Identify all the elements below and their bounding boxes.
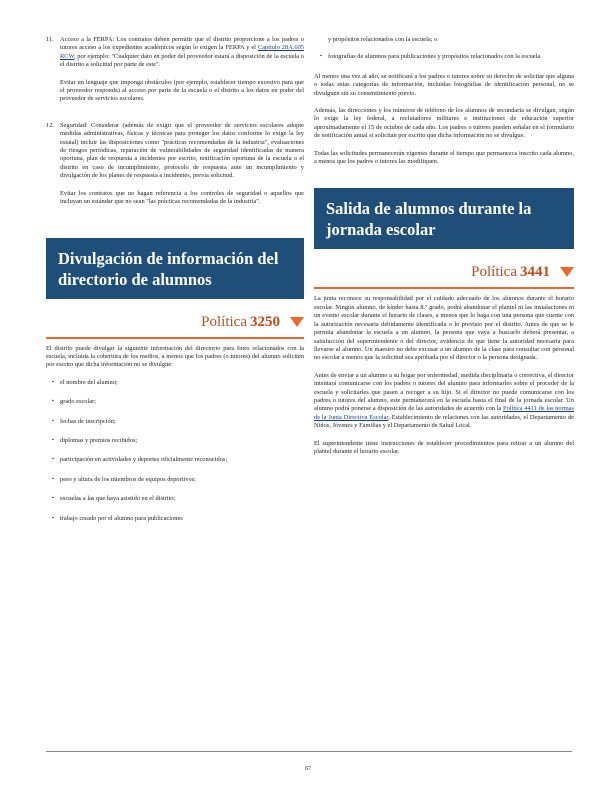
item-number: 11. <box>46 36 54 43</box>
bullet-icon: ▪ <box>52 496 54 502</box>
security-paragraph: Seguridad: Considerar (además de exigir que el proveedor de servicios escolares adopte medidas administrativas, físicas y técnicas para proteger los datos conforme lo exige la ley estatal) incluir las disposiciones como "prácticas recomendadas de la industria", evaluaciones de riesgos periódicas, reparación de vulnerabilidades de seguridad identificadas de manera oportuna, plan de respuesta a incidentes por escrito, notificación oportuna de la escuela o el distrito en caso de incumplimiento, protocolo de respuesta ante un incumplimiento y divulgación de los planes de respuesta a incidentes, previa solicitud. <box>60 121 304 180</box>
policy-rule <box>46 337 304 339</box>
left-column <box>46 36 304 534</box>
rcw-link[interactable]: Capítulo 28A.605 RCW <box>60 44 304 60</box>
policy-heading-3441: Política 3441 <box>314 263 574 281</box>
ferpa-paragraph: Acceso a la FERPA: Los contratos deben permitir que el distrito proporcione a los padres o tutores acceso a los expedientes académicos según lo exigen la FERPA y el Capítulo 28A.605 RCW, por ejemplo: "Cualquier dato en poder del proveedor estará a disposición de la escuela o el distrito a solicitud por parte de este". <box>60 36 304 69</box>
triangle-down-icon <box>560 267 574 277</box>
list-item-11 <box>46 36 304 113</box>
annual-notice-paragraph: Al menos una vez al año, se notificará a los padres o tutores sobre su derecho de solicitar que alguna o todas estas categorías de información, incluidas fotografías de identificación personal, no se divulguen sin su consentimiento previo. <box>314 72 574 97</box>
footer-divider <box>46 751 572 752</box>
directory-list <box>46 379 304 523</box>
list-item: ▪ el nombre del alumno; <box>46 379 304 387</box>
section-banner-release: Salida de alumnos durante la jornada escolar <box>314 188 574 249</box>
list-item: ▪ trabajo creado por el alumno para publicaciones <box>46 515 304 523</box>
list-item-12 <box>46 122 304 216</box>
list-item: ▪ participación en actividades y deportes oficialmente reconocidos; <box>46 456 304 464</box>
directory-intro: El distrito puede divulgar la siguiente información del directorio para fines relacionados con la escuela, incluida la cobertura de los medios, a menos que los padres (o tutores) del alumno soliciten por escrito que dicha información no se divulgue: <box>46 344 304 369</box>
page-number: 67 <box>305 766 311 772</box>
release-paragraph-3: El superintendente tiene instrucciones de establecer procedimientos para retirar a un alumno del plantel durante el horario escolar. <box>314 439 574 455</box>
section-banner-directory: Divulgación de información del directorio de alumnos <box>46 238 304 299</box>
item-number: 12. <box>46 121 54 129</box>
policy-heading-3250: Política 3250 <box>46 313 304 331</box>
list-item: ▪ fechas de inscripción; <box>46 418 304 426</box>
bullet-icon: ▪ <box>52 515 54 521</box>
list-item: ▪ grado escolar; <box>46 398 304 406</box>
bullet-icon: ▪ <box>52 379 54 385</box>
policy-rule <box>314 287 574 289</box>
list-item: ▪ diplomas y premios recibidos; <box>46 437 304 445</box>
requests-paragraph: Todas las solicitudes permanecerán vigentes durante el tiempo que permanezca inscrito cada alumno, a menos que los padres o tutores las modifiquen. <box>314 149 574 166</box>
bullet-icon: ▪ <box>52 437 54 443</box>
right-column <box>314 36 574 465</box>
continued-bullet-text: y propósitos relacionados con la escuela; o <box>328 36 438 43</box>
bullet-icon: ▪ <box>52 476 54 482</box>
release-paragraph-2: Antes de enviar a un alumno a su hogar por enfermedad, medida disciplinaria o correctiva, el director intentará comunicarse con los padres o tutores del alumno para informarles sobre el proceder de la escuela y solicitarles que pasen a recoger a su hijo. Si el director no puede comunicarse con los padres o tutores del alumno, este permanecerá en la escuela hasta el final de la jornada escolar. Un alumno podrá ponerse a disposición de las autoridades de acuerdo con la Política 4411 de las normas de la Junta Directiva Escolar, Establecimiento de relaciones con las autoridades, el Departamento de Niños, Jóvenes y Familias y el Departamento de Salud Local. <box>314 371 574 430</box>
security-avoid-paragraph: Evitar los contratos que no hagan referencia a los controles de seguridad o aquellos que incluyan un estándar que no sean "las prácticas recomendadas de la industria". <box>60 189 304 206</box>
bullet-icon: ▪ <box>320 54 322 60</box>
list-item: ▪ escuelas a las que haya asistido en el distrito; <box>46 495 304 503</box>
policy-4411-link[interactable]: Política 4411 de las normas de la Junta Directiva Escolar <box>314 405 574 421</box>
list-item: ▪ peso y altura de los miembros de equipos deportivos; <box>46 476 304 484</box>
triangle-down-icon <box>290 317 304 327</box>
release-paragraph-1: La junta reconoce su responsabilidad por el cuidado adecuado de los alumnos durante el horario escolar. Ningún alumno, de kínder hasta 8.º grado, podrá abandonar el plantel ni las instalaciones ni un evento escolar durante el horario de clases, a menos que lo haga con una persona que cuente con la autorización necesaria debidamente identificada o lo previsto por el distrito. Antes de que se le permita abandonar la escuela a un alumno, la persona que vaya a buscarlo deberá presentar, a satisfacción del superintendente o del director, evidencia de que tiene la autoridad necesaria para llevarse al alumno. Un maestro no debe excusar a un alumno de la clase para consultar con personal no escolar a menos que la solicitud sea aprobada por el director o la persona designada. <box>314 295 574 362</box>
phone-paragraph: Además, las direcciones y los números de teléfono de los alumnos de secundaria se divulgan, según lo exige la ley federal, a reclutadores militares e instituciones de educación superior aproximadamente el 15 de octubre de cada año. Los padres o tutores pueden señalar en el formulario de notificación anual si solicitan por escrito que dicha información no se divulgue. <box>314 107 574 140</box>
bullet-icon: ▪ <box>52 418 54 424</box>
bullet-icon: ▪ <box>52 399 54 405</box>
bullet-icon: ▪ <box>52 457 54 463</box>
ferpa-avoid-paragraph: Evitar un lenguaje que imponga obstáculos (por ejemplo, establecer tiempo excesivo para que el proveedor responda) al acceso por parte de la escuela o el distrito a los datos en poder del proveedor de servicios escolares. <box>60 78 304 103</box>
list-item: ▪ fotografías de alumnos para publicaciones y propósitos relacionados con la escuela. <box>314 53 574 61</box>
